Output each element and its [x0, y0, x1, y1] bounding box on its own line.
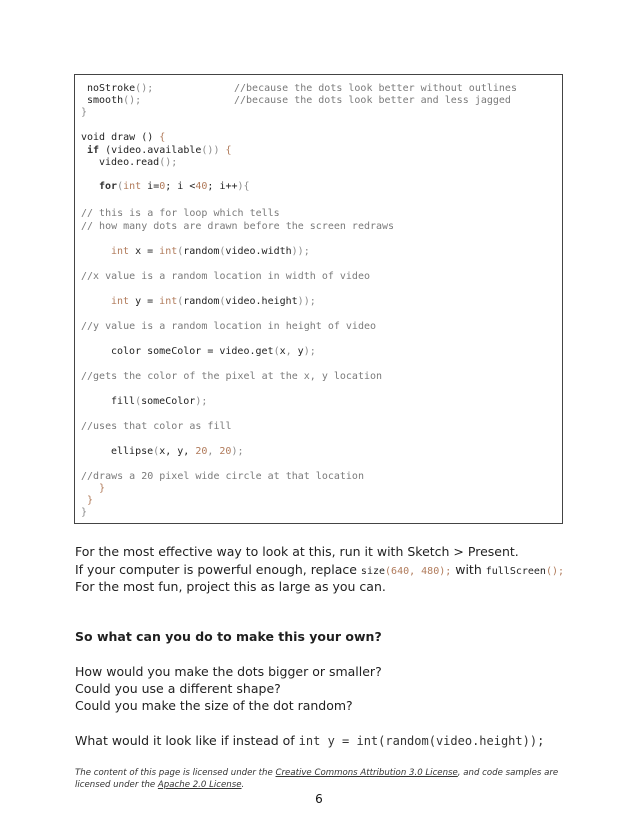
code-token: ); — [303, 346, 316, 357]
code-token: ( — [135, 396, 142, 407]
code-token: { — [219, 145, 232, 156]
code-line — [87, 145, 232, 157]
question-line: How would you make the dots bigger or smaller? — [75, 664, 382, 679]
text-run: , and code samples are licensed under the — [75, 768, 559, 790]
code-token: )); — [291, 246, 310, 257]
code-token: (video.available — [99, 145, 202, 156]
code-token: , — [207, 446, 220, 457]
code-token: int — [111, 296, 130, 307]
code-block — [74, 74, 563, 524]
text-run: What would it look like if instead of — [75, 733, 299, 748]
code-comment: //y value is a random location in height of video — [81, 321, 377, 332]
code-token: (); — [135, 83, 154, 94]
code-token: i= — [141, 181, 160, 192]
code-token: x — [279, 346, 286, 357]
code-token: someColor — [141, 396, 196, 407]
instruction-line: For the most fun, project this as large as you can. — [75, 579, 386, 594]
text-run: If your computer is powerful enough, replace — [75, 562, 361, 577]
inline-code — [486, 566, 564, 577]
code-line: } — [81, 107, 88, 118]
text-run: . — [241, 780, 245, 790]
code-comment: //uses that color as fill — [81, 421, 232, 432]
inline-code: int y = int(random(video.height)); — [298, 734, 545, 748]
code-line — [87, 95, 141, 107]
code-comment: //x value is a random location in width of video — [81, 271, 370, 282]
code-token: video.height — [225, 296, 298, 307]
code-token: ; i++ — [207, 181, 238, 192]
code-token: y = — [129, 296, 160, 307]
code-token: 20 — [195, 446, 208, 457]
code-token: 40 — [195, 181, 208, 192]
code-line — [111, 346, 316, 358]
code-line — [111, 396, 207, 408]
question-line — [75, 733, 544, 749]
cc-license-link[interactable]: Creative Commons Attribution 3.0 License — [275, 768, 458, 778]
code-token: video.width — [225, 246, 292, 257]
code-token: ); — [231, 446, 244, 457]
code-token: ( — [219, 296, 226, 307]
code-token: random — [183, 246, 220, 257]
code-comment: //draws a 20 pixel wide circle at that location — [81, 471, 364, 482]
code-comment: //because the dots look better without outlines — [234, 83, 517, 94]
code-token: fullScreen — [485, 566, 546, 577]
code-token: ( — [153, 446, 160, 457]
code-token: ( — [273, 346, 280, 357]
code-token: (); — [545, 566, 565, 577]
code-comment: //because the dots look better and less jagged — [234, 95, 511, 106]
code-token: color someColor = video.get — [111, 346, 274, 357]
code-token: 480 — [421, 566, 440, 577]
code-line — [111, 446, 244, 458]
instruction-line: For the most effective way to look at this, run it with Sketch > Present. — [75, 544, 519, 559]
code-token: ); — [439, 566, 452, 577]
code-token: ( — [117, 181, 124, 192]
code-line: } — [87, 495, 94, 506]
code-token: 0 — [159, 181, 166, 192]
code-token: { — [159, 132, 166, 143]
code-token: )); — [297, 296, 316, 307]
code-line — [111, 296, 316, 308]
page-number: 6 — [315, 792, 323, 806]
code-token: ( — [385, 566, 392, 577]
code-line — [99, 181, 250, 193]
code-token: smooth — [87, 95, 124, 106]
question-line: Could you make the size of the dot random? — [75, 698, 353, 713]
code-line — [99, 157, 177, 169]
code-token: ( — [177, 246, 184, 257]
code-token: video.read — [99, 157, 160, 168]
code-token: for — [99, 181, 118, 192]
code-comment: // this is a for loop which tells — [81, 208, 280, 219]
section-heading: So what can you do to make this your own? — [75, 629, 382, 644]
code-token: int — [159, 296, 178, 307]
code-token: ){ — [237, 181, 250, 192]
code-token: random — [183, 296, 220, 307]
code-token: ( — [219, 246, 226, 257]
text-run: The content of this page is licensed under the — [75, 768, 276, 778]
code-token: ()) — [201, 145, 220, 156]
code-comment: // how many dots are drawn before the screen redraws — [81, 221, 395, 232]
code-line: } — [99, 483, 106, 494]
code-token: if — [87, 145, 100, 156]
code-token: , — [409, 566, 422, 577]
code-token: y — [297, 346, 304, 357]
code-line — [81, 132, 165, 144]
license-note — [75, 767, 565, 791]
code-line — [111, 246, 310, 258]
code-line: } — [81, 507, 88, 518]
apache-license-link[interactable]: Apache 2.0 License — [157, 780, 242, 790]
code-token: 20 — [219, 446, 232, 457]
text-run: with — [451, 562, 486, 577]
code-comment: //gets the color of the pixel at the x, y location — [81, 371, 383, 382]
code-token: (); — [123, 95, 142, 106]
code-token: x = — [129, 246, 160, 257]
code-token: ; i < — [165, 181, 196, 192]
code-token: ); — [195, 396, 208, 407]
code-token: (); — [159, 157, 178, 168]
code-token: ellipse — [111, 446, 154, 457]
code-token: int — [159, 246, 178, 257]
inline-code — [361, 566, 451, 577]
code-token: , — [285, 346, 298, 357]
code-token: x, y, — [159, 446, 196, 457]
instruction-line — [75, 562, 564, 579]
code-token: ( — [177, 296, 184, 307]
code-token: size — [360, 566, 386, 577]
code-token: noStroke — [87, 83, 136, 94]
code-token: int — [123, 181, 142, 192]
code-token: void draw () — [81, 132, 160, 143]
question-line: Could you use a different shape? — [75, 681, 281, 696]
code-token: int — [111, 246, 130, 257]
code-token: 640 — [391, 566, 410, 577]
code-token: fill — [111, 396, 136, 407]
code-line — [87, 83, 153, 95]
